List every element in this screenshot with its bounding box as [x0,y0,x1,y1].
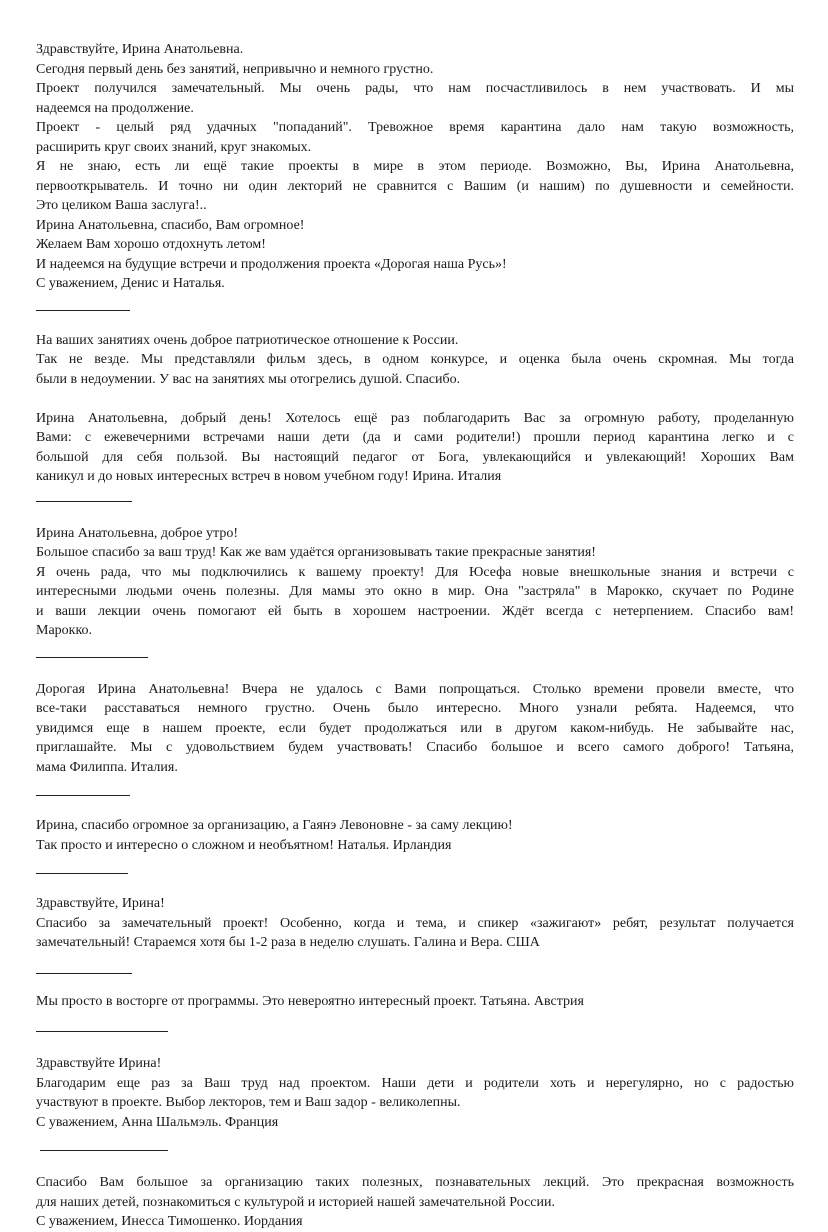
message-line: расширить круг своих знаний, круг знакомых. [36,139,312,155]
message-line: приглашайте. Мы с удовольствием будем участвовать! Спасибо большое и всего самого доброго! Татьяна, [36,740,794,755]
message-line: Здравствуйте, Ирина Анатольевна. [36,42,244,57]
message-4 [36,680,794,778]
message-line: все-таки расставаться немного грустно. Очень было интересно. Много узнали ребята. Надеемся, что [36,701,794,716]
message-line: Это целиком Ваша заслуга!.. [36,198,207,213]
message-line: Ирина, спасибо огромное за организацию, а Гаянэ Левоновне - за саму лекцию! [36,818,513,833]
message-line: С уважением, Денис и Наталья. [36,276,225,291]
message-line: каникул и до новых интересных встреч в новом учебном году! Ирина. Италия [36,469,502,484]
separator-line [36,795,130,796]
message-line: Ирина Анатольевна, доброе утро! [36,525,238,541]
message-line: Ирина Анатольевна, спасибо, Вам огромное! [36,217,305,233]
message-line: Так просто и интересно о сложном и необъятном! Наталья. Ирландия [36,837,452,853]
separator-line [36,501,132,502]
separator-line [36,1031,168,1032]
message-line: Спасибо за замечательный проект! Особенно, когда и тема, и спикер «зажигают» ребят, результат получается [36,915,794,931]
separator-line [36,657,148,658]
message-line: первооткрыватель. И точно ни один лекторий не сравнится с Вашим (и нашим) по душевности и семейности. [36,178,794,194]
message-2 [36,331,794,487]
message-line: надеемся на продолжение. [36,100,194,116]
message-line: Я очень рада, что мы подключились к вашему проекту! Для Юсефа новые внешкольные знания и встречи с [36,564,794,580]
separator-line [36,310,130,311]
message-line: Здравствуйте, Ирина! [36,896,165,911]
message-line: И надеемся на будущие встречи и продолжения проекта «Дорогая наша Русь»! [36,256,507,272]
message-6 [36,894,794,953]
separator-line [36,973,132,974]
message-line: участвуют в проекте. Выбор лекторов, тем и Ваш задор - великолепны. [36,1095,461,1110]
message-3 [36,524,794,641]
message-line: большой для себя пользой. Вы настоящий педагог от Бога, увлекающийся и увлекающий! Хороших Вам [36,449,794,465]
message-line: Проект получился замечательный. Мы очень рады, что нам посчастливилось в нем участвовать. И мы [36,81,794,96]
message-7 [36,992,794,1012]
message-line: С уважением, Инесса Тимошенко. Иордания [36,1214,303,1229]
message-line: Благодарим еще раз за Ваш труд над проектом. Наши дети и родители хоть и нерегулярно, но с радостью [36,1075,794,1091]
message-8 [36,1054,794,1132]
message-line: Здравствуйте Ирина! [36,1056,162,1071]
message-line: Ирина Анатольевна, добрый день! Хотелось ещё раз поблагодарить Вас за огромную работу, проделанную [36,410,794,426]
message-line: С уважением, Анна Шальмэль. Франция [36,1114,279,1130]
message-line: Марокко. [36,623,93,638]
message-line: Дорогая Ирина Анатольевна! Вчера не удалось с Вами попрощаться. Столько времени провели вместе, что [36,681,794,697]
separator-line [36,873,128,874]
message-1 [36,40,794,294]
message-line: Вами: с ежевечерними встречами наши дети (да и сами родители!) прошли период карантина легко и с [36,430,794,445]
separator-line [40,1150,168,1151]
message-9 [36,1173,794,1232]
message-line: Спасибо Вам большое за организацию таких полезных, познавательных лекций. Это прекрасная возможность [36,1175,794,1190]
message-line: Так не везде. Мы представляли фильм здесь, в одном конкурсе, и оценка была очень скромная. Мы тогда [36,352,794,367]
message-line: мама Филиппа. Италия. [36,759,178,775]
message-line: замечательный! Стараемся хотя бы 1-2 раза в неделю слушать. Галина и Вера. США [36,935,540,950]
message-line: На ваших занятиях очень доброе патриотическое отношение к России. [36,332,459,348]
message-line: и ваши лекции очень помогают ей быть в хорошем настроении. Ждёт всегда с нетерпением. Спасибо вам! [36,603,794,619]
message-5 [36,816,794,855]
message-line: интересными людьми очень полезны. Для мамы это окно в мир. Она "застряла" в Марокко, скучает по Родине [36,584,794,599]
message-line: Желаем Вам хорошо отдохнуть летом! [36,237,266,252]
message-line: Проект - целый ряд удачных "попаданий". Тревожное время карантина дало нам такую возможность, [36,120,794,135]
message-line: увидимся еще в нашем проекте, если будет продолжаться или в другом каком-нибудь. Не забывайте нас, [36,720,794,736]
message-line: Сегодня первый день без занятий, непривычно и немного грустно. [36,61,434,77]
message-line: Мы просто в восторге от программы. Это невероятно интересный проект. Татьяна. Австрия [36,993,584,1009]
message-line: Я не знаю, есть ли ещё такие проекты в мире в этом периоде. Возможно, Вы, Ирина Анатольевна, [36,159,794,174]
message-line: Большое спасибо за ваш труд! Как же вам удаётся организовывать такие прекрасные занятия! [36,545,596,560]
message-line: для наших детей, познакомиться с культурой и историей нашей замечательной России. [36,1194,555,1210]
message-line: были в недоумении. У вас на занятиях мы отогрелись душой. Спасибо. [36,371,461,387]
message-line [36,389,794,409]
